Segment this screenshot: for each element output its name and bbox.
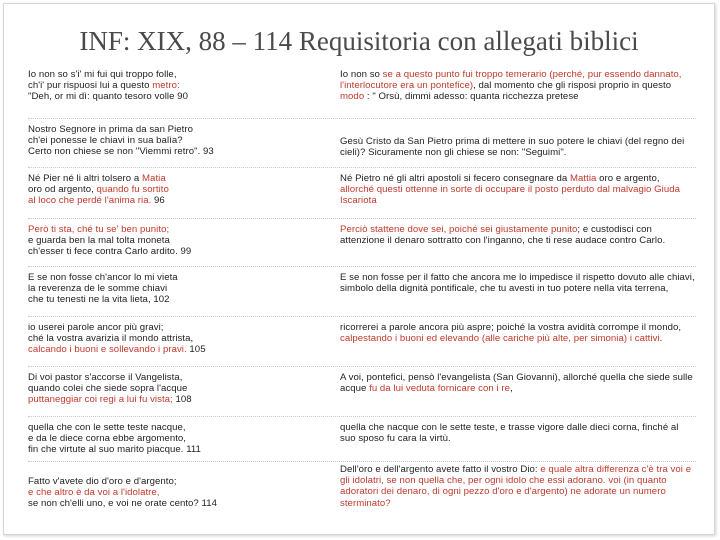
text-segment: E se non fosse ch'ancor lo mi vieta la reverenza de le somme chiavi che tu tenesti ne la vita lieta, 102 <box>28 272 178 306</box>
text-segment: oro od argento, <box>28 184 94 196</box>
text-segment: Né Pier né li altri tolsero a <box>28 173 143 184</box>
highlighted-text: modo <box>340 91 365 103</box>
highlighted-text: Però ti sta, ché tu se' ben punito; <box>28 224 170 235</box>
text-segment: , dal momento che gli risposi proprio in questo <box>473 80 672 92</box>
verse-103-105 <box>28 322 318 356</box>
text-segment: Io non so s'i' mi fui qui troppo folle, ch'i' pur rispuosi lui a questo <box>28 69 177 92</box>
text-segment: ricorrerei a parole ancora più aspre; poiché la vostra avidità corrompe il mondo, <box>340 322 682 333</box>
verse-106-108 <box>28 372 318 406</box>
highlighted-text: fu da lui veduta fornicare con i re <box>369 383 511 395</box>
paraphrase-91-93 <box>340 136 696 158</box>
text-segment: A voi, pontefici, pensò l'evangelista (San Giovanni), allorché quella che siede sulle acque <box>340 372 693 395</box>
text-segment: Di voi pastor s'accorse il Vangelista, quando colei che siede sopra l'acque <box>28 372 188 395</box>
row-divider <box>28 218 696 219</box>
text-segment: se non ch'elli uno, e voi ne orate cento? 114 <box>28 498 217 510</box>
slide <box>3 3 715 535</box>
text-segment: Gesù Cristo da San Pietro prima di mettere in suo potere le chiavi (del regno dei cieli)? Sicuramente non gli chiese se non: "Seguimi". <box>340 136 685 159</box>
paraphrase-88-90 <box>340 69 696 103</box>
row-divider <box>28 167 696 168</box>
paraphrase-109-111 <box>340 422 696 444</box>
highlighted-text: se a questo punto fui troppo temerario (perché, pur essendo dannato, l'interlocutore era un pontefice) <box>340 69 682 92</box>
text-segment: quella che nacque con le sette teste, e trasse vigore dalle dieci corna, finché al suo sposo fu cara la virtù. <box>340 422 679 445</box>
highlighted-text: puttaneggiar coi regi a lui fu vista; <box>28 394 173 406</box>
paraphrase-103-105 <box>340 322 696 344</box>
highlighted-text: quando fu sortito al loco che perdé l'anima ria. <box>28 184 169 207</box>
paraphrase-106-108 <box>340 372 696 394</box>
highlighted-text: calpestando i buoni ed elevando (alle cariche più alte, per simonia) i cattivi <box>340 333 660 345</box>
text-segment: 96 <box>151 195 165 207</box>
row-divider <box>28 366 696 367</box>
text-segment: Io non so <box>340 69 383 80</box>
text-segment: 108 <box>172 394 192 406</box>
highlighted-text: Mattia <box>569 173 597 184</box>
verse-109-111 <box>28 422 318 456</box>
highlighted-text: Matia <box>142 173 166 184</box>
paraphrase-94-96 <box>340 173 696 207</box>
row-divider <box>28 416 696 417</box>
text-segment: Né Pietro né gli altri apostoli si fecero consegnare da <box>340 173 570 184</box>
verse-88-90 <box>28 69 318 103</box>
highlighted-text: allorché questi ottenne in sorte di occupare il posto perduto dal malvagio Giuda Iscariota <box>340 184 680 207</box>
text-segment: Fatto v'avete dio d'oro e d'argento; <box>28 476 177 487</box>
verse-112-114 <box>28 476 318 510</box>
verse-100-102 <box>28 272 318 306</box>
row-divider <box>28 461 696 462</box>
paraphrase-97-99 <box>340 224 696 246</box>
highlighted-text: Perciò stattene dove sei, poiché sei giustamente punito <box>340 224 578 235</box>
verse-91-93 <box>28 124 318 158</box>
text-segment: ; e custodisci con attenzione il denaro sottratto con l'inganno, che ti rese audace contro Carlo. <box>340 224 666 247</box>
row-divider <box>28 266 696 267</box>
text-segment: Dell'oro e dell'argento avete fatto il vostro Dio: <box>340 464 541 475</box>
text-segment: oro e argento, <box>596 173 660 184</box>
verse-94-96 <box>28 173 318 207</box>
text-segment: quella che con le sette teste nacque, e da le diece corna ebbe argomento, fin che virtute al suo marito piacque. 111 <box>28 422 201 456</box>
text-segment: "Deh, or mi dì: quanto tesoro volle 90 <box>28 91 188 103</box>
row-divider <box>28 316 696 317</box>
text-segment: Nostro Segnore in prima da san Pietro ch'ei ponesse le chiavi in sua balìa? Certo non chiese se non "Viemmi retro". 93 <box>28 124 214 158</box>
paraphrase-100-102 <box>340 272 696 294</box>
paraphrase-112-114 <box>340 464 696 509</box>
highlighted-text: metro: <box>152 80 180 92</box>
highlighted-text: e quale altra differenza c'è tra voi e gli idolatri, se non quella che, per ogni idolo che essi adorano. voi (in quanto adoratori dei denaro, di ogni pezzo d'oro e d'argento) ne adorate un numero sterminato? <box>340 464 692 509</box>
slide-title: INF: XIX, 88 – 114 Requisitoria con allegati biblici <box>79 26 639 56</box>
highlighted-text: e che altro è da voi a l'idolatre, <box>28 487 160 499</box>
text-segment: 105 <box>186 344 206 356</box>
row-divider <box>28 118 696 119</box>
text-segment: io userei parole ancor più gravi; ché la vostra avarizia il mondo attrista, <box>28 322 194 345</box>
text-segment: e guarda ben la mal tolta moneta ch'esser ti fece contra Carlo ardito. 99 <box>28 235 192 258</box>
text-segment: , <box>510 383 513 395</box>
verse-97-99 <box>28 224 318 258</box>
highlighted-text: calcando i buoni e sollevando i pravi. <box>28 344 187 356</box>
text-segment: : " Orsù, dimmi adesso: quanta ricchezza pretese <box>364 91 579 103</box>
text-segment: . <box>659 333 663 345</box>
text-segment: E se non fosse per il fatto che ancora me lo impedisce il rispetto dovuto alle chiavi, simbolo della dignità pontificale, che tu avesti in tuo potere nella vita terrena, <box>340 272 695 295</box>
